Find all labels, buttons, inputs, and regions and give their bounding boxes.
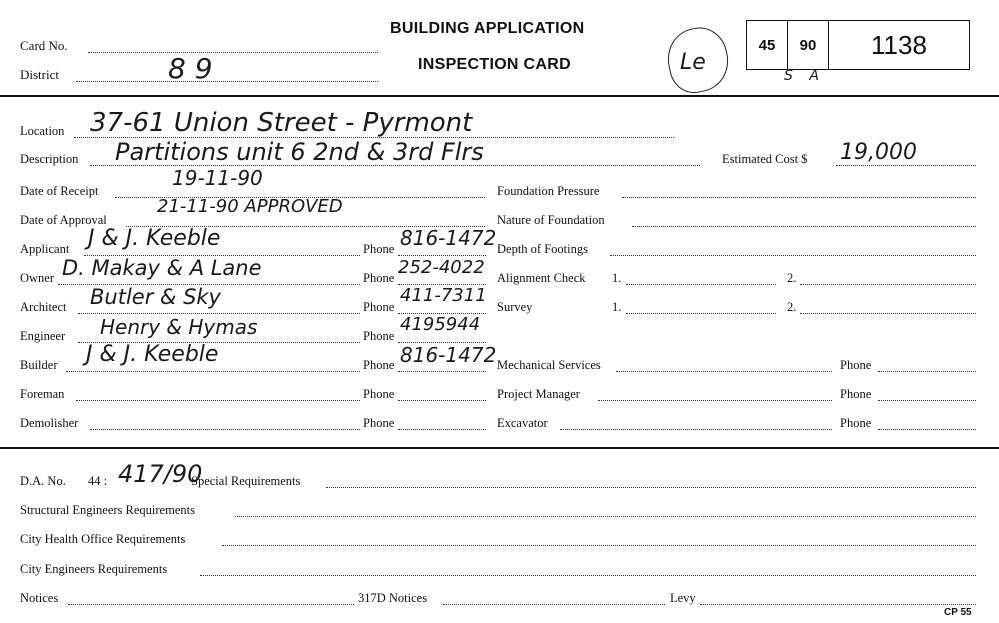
card-no-label: Card No. [20, 38, 68, 53]
alignment-line1 [626, 284, 776, 285]
city-eng-req-line [200, 575, 976, 576]
alignment-num1: 1. [612, 271, 622, 285]
special-req-label: Special Requirements [191, 474, 301, 488]
applicant-label: Applicant [20, 242, 70, 256]
survey-label: Survey [497, 300, 533, 314]
demolisher-line [90, 429, 360, 430]
description-value: Partitions unit 6 2nd & 3rd Flrs [115, 138, 484, 166]
structural-req-line [235, 516, 976, 517]
excavator-label: Excavator [497, 416, 548, 430]
ref-box-number: 1138 [871, 29, 927, 60]
district-label: District [20, 67, 59, 82]
architect-line [78, 313, 360, 314]
architect-value: Butler & Sky [90, 285, 221, 309]
demolisher-phone-label: Phone [363, 416, 395, 430]
date-approval-value: 21-11-90 APPROVED [157, 196, 343, 217]
city-eng-req-label: City Engineers Requirements [20, 562, 168, 576]
excavator-phone-line [878, 429, 976, 430]
da-prefix: 44 : [88, 474, 108, 488]
builder-phone-label: Phone [363, 358, 395, 372]
mechanical-phone-label: Phone [840, 358, 872, 372]
project-manager-phone-label: Phone [840, 387, 872, 401]
da-value: 417/90 [118, 460, 203, 488]
estimated-cost-line [836, 165, 976, 166]
divider-top [0, 95, 999, 97]
reference-box [746, 20, 970, 70]
foreman-label: Foreman [20, 387, 65, 401]
notices-317d-line [443, 604, 665, 605]
engineer-phone-label: Phone [363, 329, 395, 343]
special-req-line [326, 487, 976, 488]
engineer-label: Engineer [20, 329, 66, 343]
excavator-phone-label: Phone [840, 416, 872, 430]
depth-footings-label: Depth of Footings [497, 242, 588, 256]
health-req-label: City Health Office Requirements [20, 532, 186, 546]
structural-req-label: Structural Engineers Requirements [20, 503, 195, 517]
health-req-line [222, 545, 976, 546]
owner-value: D. Makay & A Lane [62, 256, 262, 280]
location-value: 37-61 Union Street - Pyrmont [90, 108, 473, 138]
project-manager-label: Project Manager [497, 387, 580, 401]
builder-value: J & J. Keeble [86, 342, 219, 367]
foreman-line [76, 400, 360, 401]
ref-box-a: 45 [747, 21, 788, 69]
foundation-pressure-line [622, 197, 976, 198]
builder-label: Builder [20, 358, 58, 372]
depth-footings-line [610, 255, 976, 256]
mechanical-line [616, 371, 832, 372]
mechanical-phone-line [878, 371, 976, 372]
excavator-line [560, 429, 832, 430]
foundation-pressure-label: Foundation Pressure [497, 184, 600, 198]
description-label: Description [20, 152, 79, 166]
nature-foundation-label: Nature of Foundation [497, 213, 605, 227]
applicant-phone: 816-1472 [400, 226, 497, 250]
district-line [76, 81, 378, 82]
architect-label: Architect [20, 300, 67, 314]
initials-text: Le [680, 50, 706, 75]
engineer-value: Henry & Hymas [100, 315, 258, 339]
architect-phone: 411-7311 [400, 285, 487, 306]
alignment-check-label: Alignment Check [497, 271, 586, 285]
alignment-line2 [800, 284, 976, 285]
title-line2: INSPECTION CARD [418, 56, 571, 73]
owner-phone-label: Phone [363, 271, 395, 285]
nature-foundation-line [632, 226, 976, 227]
demolisher-phone-line [398, 429, 486, 430]
notices-line [68, 604, 354, 605]
owner-label: Owner [20, 271, 55, 285]
date-receipt-label: Date of Receipt [20, 184, 99, 198]
engineer-phone: 4195944 [400, 314, 481, 335]
applicant-value: J & J. Keeble [88, 226, 221, 251]
estimated-cost-value: 19,000 [840, 140, 917, 165]
location-label: Location [20, 124, 65, 138]
survey-line2 [800, 313, 976, 314]
survey-num1: 1. [612, 300, 622, 314]
estimated-cost-label: Estimated Cost $ [722, 152, 808, 166]
levy-label: Levy [670, 591, 696, 605]
owner-phone: 252-4022 [398, 257, 485, 278]
notices-317d-label: 317D Notices [358, 591, 428, 605]
title-line1: BUILDING APPLICATION [390, 20, 585, 37]
district-value: 8 9 [168, 52, 213, 85]
builder-phone-line [398, 371, 486, 372]
notices-label: Notices [20, 591, 59, 605]
project-manager-line [598, 400, 832, 401]
ref-box-b: 90 [788, 21, 829, 69]
alignment-num2: 2. [787, 271, 797, 285]
date-approval-label: Date of Approval [20, 213, 107, 227]
levy-line [700, 604, 976, 605]
demolisher-label: Demolisher [20, 416, 79, 430]
divider-middle [0, 447, 999, 449]
foreman-phone-label: Phone [363, 387, 395, 401]
architect-phone-label: Phone [363, 300, 395, 314]
survey-num2: 2. [787, 300, 797, 314]
applicant-phone-line [398, 255, 486, 256]
da-label: D.A. No. [20, 474, 66, 488]
foreman-phone-line [398, 400, 486, 401]
card-no-line [88, 52, 378, 53]
applicant-phone-label: Phone [363, 242, 395, 256]
ref-box-sub: S A [784, 68, 825, 84]
project-manager-phone-line [878, 400, 976, 401]
form-code: CP 55 [944, 607, 972, 618]
survey-line1 [626, 313, 776, 314]
mechanical-label: Mechanical Services [497, 358, 601, 372]
date-receipt-value: 19-11-90 [172, 166, 263, 190]
builder-phone: 816-1472 [400, 343, 497, 367]
builder-line [66, 371, 360, 372]
